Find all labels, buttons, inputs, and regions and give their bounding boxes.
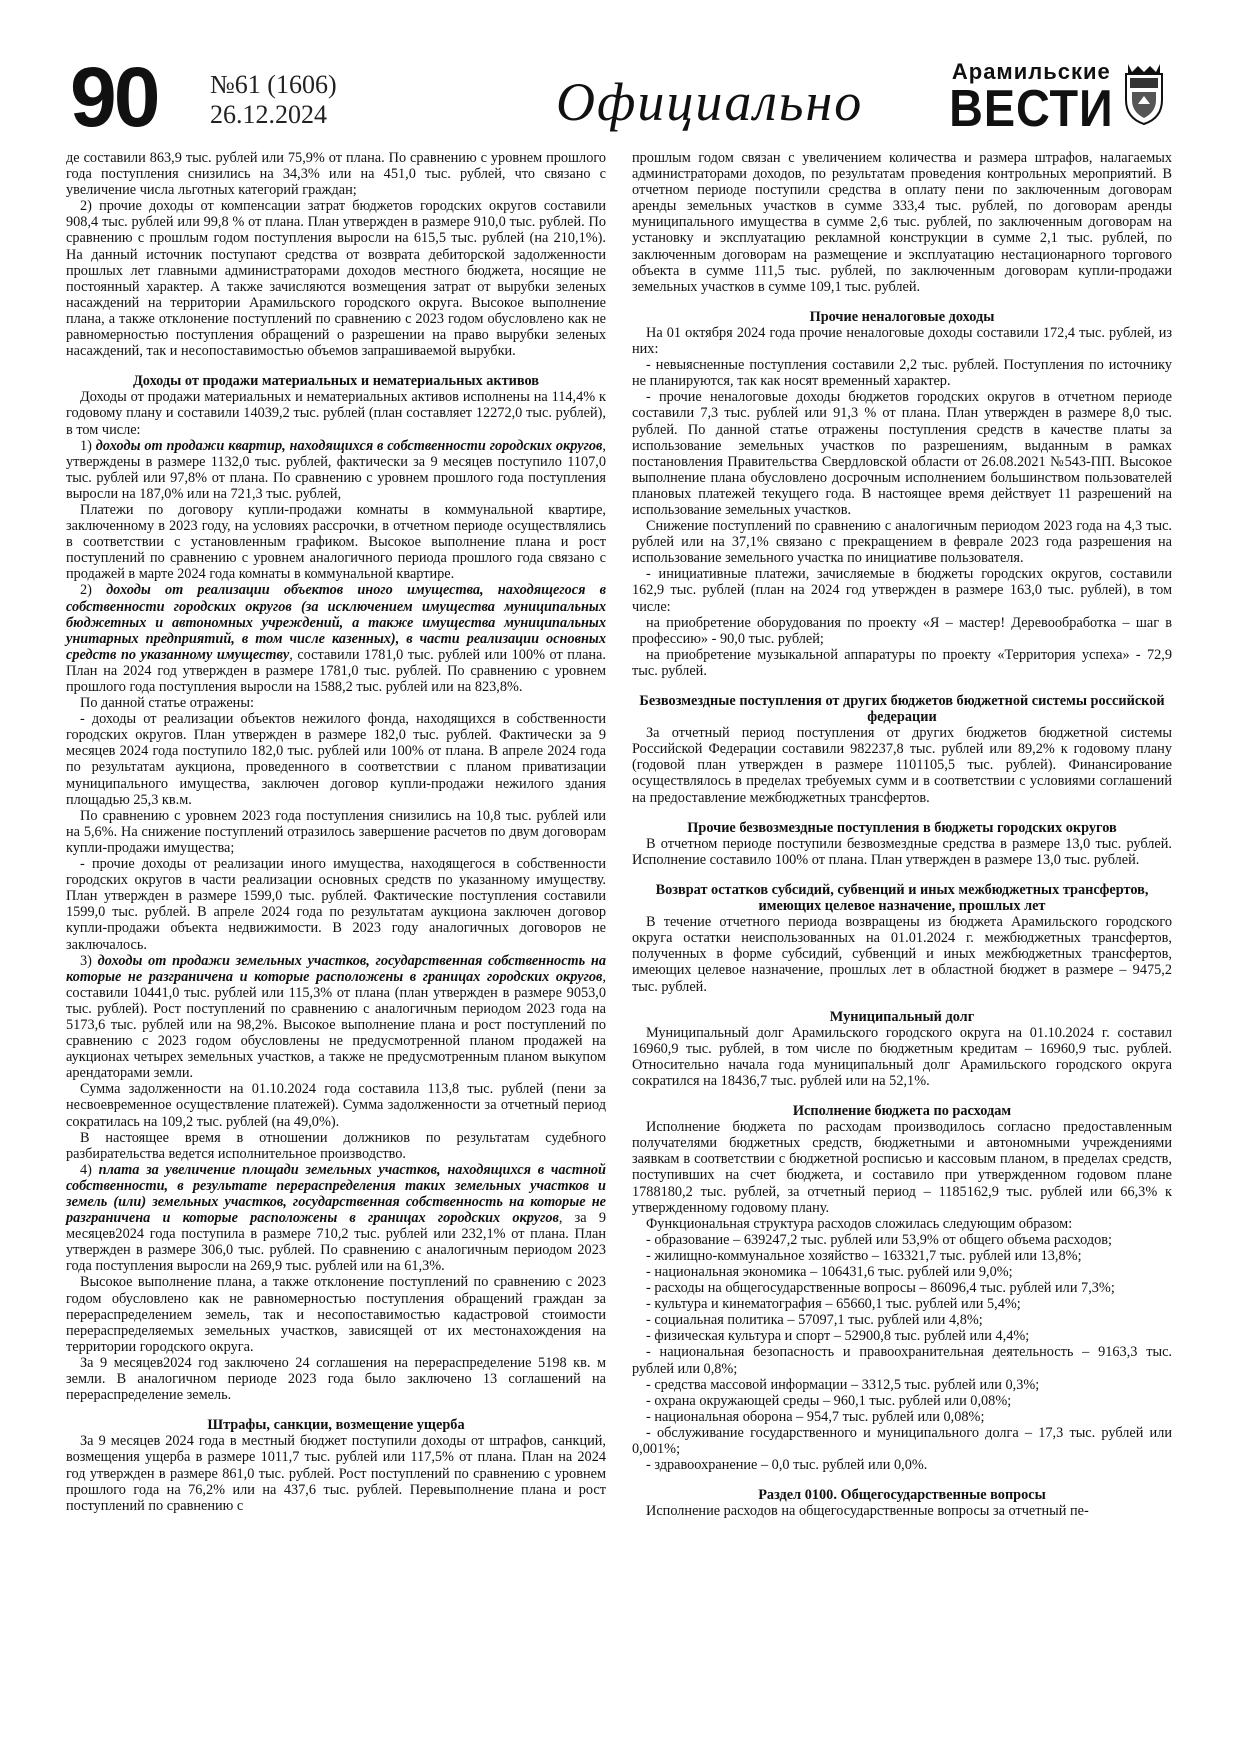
section-heading: Прочие безвозмездные поступления в бюджеты городских округов — [687, 819, 1117, 836]
paragraph: На 01 октября 2024 года прочие неналоговые доходы составили 172,4 тыс. рублей, из них: — [632, 324, 1172, 358]
paragraph: Функциональная структура расходов сложилась следующим образом: — [646, 1215, 1073, 1232]
paragraph: на приобретение оборудования по проекту «Я – мастер! Деревообработка – шаг в профессию» - 90,0 тыс. рублей; — [632, 614, 1172, 647]
paragraph: Муниципальный долг Арамильского городского округа на 01.10.2024 г. составил 16960,9 тыс. рублей, в том числе по бюджетным кредитам – 16960,9 тыс. рублей. Относительно начала года муниципальный долг Арамильского городского округа сократился на 18436,7 тыс. рублей или на 52,1%. — [632, 1024, 1172, 1089]
section-heading: Раздел 0100. Общегосударственные вопросы — [758, 1487, 1046, 1504]
list-item: - национальная безопасность и правоохранительная деятельность – 9163,3 тыс. рублей или 0,8%; — [632, 1344, 1172, 1377]
paragraph: Высокое выполнение плана, а также отклонение поступлений по сравнению с 2023 годом обусловлено как не равномерностью поступления обращений граждан за перераспределением земель, так и несопоставимостью кадастровой стоимости перераспределяемых земельных участков, зависящей от их местонахождения на территории городского округа. — [66, 1274, 606, 1355]
logo-main-text: ВЕСТИ — [949, 80, 1114, 138]
paragraph: 2) прочие доходы от компенсации затрат бюджетов городских округов составили 908,4 тыс. рублей или 99,8 % от плана. План утвержден в размере 910,0 тыс. рублей. По сравнению с прошлым годом поступления выросли на 615,5 тыс. рублей (на 210,1%). На данный источник поступают средства от возврата дебиторской задолженности прошлых лет главными администраторами доходов местного бюджета, носящие не постоянный характер. А также зачисляются возмещения затрат от вырубки зеленых насаждений на территории Арамильского городского округа. Высокое выполнение плана, а также отклонение поступлений по сравнению с 2023 годом обусловлено как не равномерностью поступления обращений о разрешении на право вырубки зеленых насаждений, так и несопоставимостью объемов запрашиваемой вырубки. — [66, 198, 606, 360]
section-title: Официально — [556, 72, 864, 132]
paragraph: - доходы от реализации объектов нежилого фонда, находящихся в собственности городских округов. План утвержден в размере 182,0 тыс. рублей. Фактически за 9 месяцев 2024 года поступило 182,0 тыс. рублей или 100% от плана. В апреле 2024 года по результатам аукциона, проведенного в соответствии с планом приватизации муниципального имущества, заключен договор купли-продажи нежилого здания площадью 25,3 кв.м. — [66, 711, 606, 808]
right-column — [632, 150, 1172, 1519]
paragraph: В течение отчетного периода возвращены из бюджета Арамильского городского округа остатки неиспользованных на 01.01.2024 г. межбюджетных трансфертов, полученных в форме субсидий, субвенций и иных межбюджетных трансфертов, имеющих целевое назначение, прошлых лет в областной бюджет в размере – 9475,2 тыс. рублей. — [632, 914, 1172, 995]
list-item: - обслуживание государственного и муниципального долга – 17,3 тыс. рублей или 0,001%; — [632, 1424, 1172, 1458]
page-number: 90 — [70, 50, 158, 144]
logo-top-text: Арамильские — [951, 59, 1111, 84]
list-item: - социальная политика – 57097,1 тыс. рублей или 4,8%; — [646, 1312, 983, 1329]
paragraph: на приобретение музыкальной аппаратуры по проекту «Территория успеха» - 72,9 тыс. рублей. — [632, 646, 1172, 679]
paragraph: - прочие неналоговые доходы бюджетов городских округов в отчетном периоде составили 7,3 тыс. рублей или 91,3 % от плана. План утвержден в размере 8,0 тыс. рублей. По данной статье отражены поступления средств в качестве платы за использование земельных участков по разрешениям, выданным в рамках постановления Правительства Свердловской области от 26.08.2021 №543-ПП. Высокое выполнение плана обусловлено досрочным исполнением большинством пользователей плановых платежей текущего года. В настоящее время действует 11 разрешений на использование земельных участков. — [632, 389, 1172, 518]
paragraph: Снижение поступлений по сравнению с аналогичным периодом 2023 года на 4,3 тыс. рублей или на 37,1% связано с прекращением в феврале 2023 года разрешения на использование земельного участка по инициативе пользователя. — [632, 518, 1172, 567]
paragraph: 3) доходы от продажи земельных участков, государственная собственность на которые не разграничена и которые расположены в границах городских округов, составили 10441,0 тыс. рублей или 115,3% от плана (план утвержден в размере 9053,0 тыс. рублей). Рост поступлений по сравнению с аналогичным периодом 2023 года на 5173,6 тыс. рублей или на 98,2%. Высокое выполнение плана и рост поступлений по сравнению с 2023 годом обусловлены не предусмотренной планом продажей на аукционах четырех земельных участков, а также не предусмотренным планом выкупом арендаторами земли. — [66, 952, 607, 1082]
section-heading: Возврат остатков субсидий, субвенций и иных межбюджетных трансфертов, имеющих целевое назначение, прошлых лет — [655, 881, 1149, 915]
paragraph: В отчетном периоде поступили безвозмездные средства в размере 13,0 тыс. рублей. Исполнение составило 100% от плана. План утвержден в размере 13,0 тыс. рублей. — [632, 835, 1172, 868]
coat-of-arms-icon — [1118, 60, 1170, 126]
issue-number: №61 (1606) — [210, 70, 337, 99]
paragraph: Исполнение бюджета по расходам производилось согласно предоставленным получателями бюджетных средств, бюджетными и автономными учреждениями заявкам в соответствии с бюджетной росписью и кассовым планом, в пределах средств, поступивших на счет бюджета, и составило при утвержденном годовом плане 1788180,2 тыс. рублей, за отчетный период – 1185162,9 тыс. рублей или 66,3% к утвержденному годовому плану. — [632, 1119, 1172, 1216]
section-heading: Исполнение бюджета по расходам — [792, 1103, 1012, 1120]
paragraph: 4) плата за увеличение площади земельных участков, находящихся в частной собственности, в результате перераспределения таких земельных участков и земель (или) земельных участков, государственная собственность на которые не разграничена и которые расположены в границах городских округов, за 9 месяцев2024 года поступила в размере 710,2 тыс. рублей или 232,1% от плана. План утвержден в размере 306,0 тыс. рублей. По сравнению с аналогичным периодом 2023 года поступления выросли на 269,9 тыс. рублей или на 61,3%. — [66, 1161, 606, 1275]
paragraph: прошлым годом связан с увеличением количества и размера штрафов, налагаемых администраторами доходов, по результатам проведения контрольных мероприятий. В отчетном периоде поступили средства в оплату пени по заключенным договорам аренды земельных участков в сумме 333,4 тыс. рублей, по договорам аренды муниципального имущества в сумме 2,6 тыс. рублей, по заключенным договорам на установку и эксплуатацию рекламной конструкции в сумме 2,1 тыс. рублей, по заключенным договорам на размещение и эксплуатацию нестационарного торгового объекта в сумме 111,5 тыс. рублей, по заключенным договорам купли-продажи земельных участков в сумме 109,1 тыс. рублей. — [632, 150, 1172, 295]
list-item: - средства массовой информации – 3312,5 тыс. рублей или 0,3%; — [646, 1376, 1040, 1393]
paragraph: де составили 863,9 тыс. рублей или 75,9% от плана. По сравнению с уровнем прошлого года поступления снизились на 34,3% или на 451,0 тыс. рублей, что связано с увеличение числа льготных категорий граждан; — [66, 150, 606, 199]
paragraph: По данной статье отражены: — [80, 695, 254, 712]
paragraph: Доходы от продажи материальных и нематериальных активов исполнены на 114,4% к годовому плану и составили 14039,2 тыс. рублей (план составляет 12272,0 тыс. рублей), в том числе: — [66, 389, 606, 438]
list-item: - национальная экономика – 106431,6 тыс. рублей или 9,0%; — [646, 1264, 1013, 1280]
paragraph: 2) доходы от реализации объектов иного имущества, находящегося в собственности городских округов (за исключением имущества муниципальных бюджетных и автономных учреждений, а также имущества муниципальных унитарных предприятий, в том числе казенных), в части реализации основных средств по указанному имуществу, составили 1781,0 тыс. рублей или 100% от плана. План на 2024 год утвержден в размере 1781,0 тыс. рублей. По сравнению с уровнем прошлого года поступления выросли на 1588,2 тыс. рублей или на 823,8%. — [66, 582, 607, 695]
page-header — [0, 0, 1241, 150]
paragraph: По сравнению с уровнем 2023 года поступления снизились на 10,8 тыс. рублей или на 5,6%. На снижение поступлений отразилось завершение расчетов по двум договорам купли-продажи имущества; — [66, 807, 606, 856]
section-heading: Муниципальный долг — [829, 1008, 975, 1025]
paragraph: 1) доходы от продажи квартир, находящихся в собственности городских округов, утверждены в размере 1132,0 тыс. рублей, фактически за 9 месяцев поступило 1107,0 тыс. рублей или 97,8% от плана. По сравнению с уровнем прошлого года поступления выросли на 187,0% или на 721,3 тыс. рублей, — [66, 437, 606, 502]
list-item: - охрана окружающей среды – 960,1 тыс. рублей или 0,08%; — [646, 1392, 1012, 1409]
section-heading: Штрафы, санкции, возмещение ущерба — [207, 1417, 465, 1434]
issue-info — [210, 70, 337, 130]
paragraph: Сумма задолженности на 01.10.2024 года составила 113,8 тыс. рублей (пени за несвоевременное осуществление платежей). Сумма задолженности за отчетный период сократилась на 109,2 тыс. рублей (на 49,0%). — [66, 1081, 606, 1130]
section-heading: Прочие неналоговые доходы — [809, 308, 995, 325]
list-item: - культура и кинематография – 65660,1 тыс. рублей или 5,4%; — [646, 1296, 1021, 1313]
issue-date: 26.12.2024 — [210, 100, 327, 129]
list-item: - национальная оборона – 954,7 тыс. рублей или 0,08%; — [646, 1408, 985, 1425]
section-heading: Безвозмездные поступления от других бюджетов бюджетной системы российской федерации — [639, 693, 1165, 726]
left-column — [66, 150, 606, 1514]
list-item: - образование – 639247,2 тыс. рублей или 53,9% от общего объема расходов; — [646, 1231, 1113, 1248]
list-item: - жилищно-коммунальное хозяйство – 163321,7 тыс. рублей или 13,8%; — [646, 1247, 1082, 1264]
paragraph: За отчетный период поступления от других бюджетов бюджетной системы Российской Федерации составили 982237,8 тыс. рублей или 89,2% к годовому плану (годовой план утвержден в размере 1101105,5 тыс. рублей). Финансирование осуществлялось в пределах требуемых сумм и в соответствии с условиями соглашений на предоставление межбюджетных трансфертов. — [632, 725, 1172, 806]
list-item: - физическая культура и спорт – 52900,8 тыс. рублей или 4,4%; — [646, 1328, 1030, 1345]
paragraph: За 9 месяцев2024 год заключено 24 соглашения на перераспределение 5198 кв. м земли. В аналогичном периоде 2023 года было заключено 13 соглашений на перераспределение земель. — [66, 1354, 606, 1404]
paragraph: В настоящее время в отношении должников по результатам судебного разбирательства ведется исполнительное производство. — [66, 1129, 606, 1162]
paragraph: Исполнение расходов на общегосударственные вопросы за отчетный пе- — [646, 1503, 1089, 1520]
newspaper-logo — [940, 59, 1123, 138]
paragraph: - невыясненные поступления составили 2,2 тыс. рублей. Поступления по источнику не планируются, так как носят временный характер. — [632, 357, 1172, 390]
list-item: - здравоохранение – 0,0 тыс. рублей или 0,0%. — [646, 1457, 928, 1474]
paragraph: Платежи по договору купли-продажи комнаты в коммунальной квартире, заключенному в 2023 году, на условиях рассрочки, в отчетном периоде осуществлялись в соответствии с установленным графиком. Высокое выполнение плана и рост поступлений по сравнению с уровнем аналогичного периода прошлого года связано с продажей в марте 2024 года комнаты в коммунальной квартире. — [66, 501, 606, 583]
paragraph: - прочие доходы от реализации иного имущества, находящегося в собственности городских округов в части реализации основных средств по указанному имуществу. План утвержден в размере 1599,0 тыс. рублей. Фактические поступления составили 1599,0 тыс. рублей. В апреле 2024 года по результатам аукциона заключен договор купли-продажи объекта недвижимости. В 2023 году аналогичных договоров не заключалось. — [66, 856, 606, 953]
paragraph: - инициативные платежи, зачисляемые в бюджеты городских округов, составили 162,9 тыс. рублей (план на 2024 год утвержден в размере 163,0 тыс. рублей), в том числе: — [632, 566, 1172, 615]
paragraph: За 9 месяцев 2024 года в местный бюджет поступили доходы от штрафов, санкций, возмещения ущерба в размере 1011,7 тыс. рублей или 117,5% от плана. План на 2024 год утвержден в размере 861,0 тыс. рублей. Рост поступлений по сравнению с уровнем прошлого года на 76,2% или на 437,6 тыс. рублей. Перевыполнение плана и рост поступлений по сравнению с — [66, 1433, 606, 1514]
list-item: - расходы на общегосударственные вопросы – 86096,4 тыс. рублей или 7,3%; — [646, 1280, 1115, 1297]
section-heading: Доходы от продажи материальных и нематериальных активов — [132, 373, 540, 390]
